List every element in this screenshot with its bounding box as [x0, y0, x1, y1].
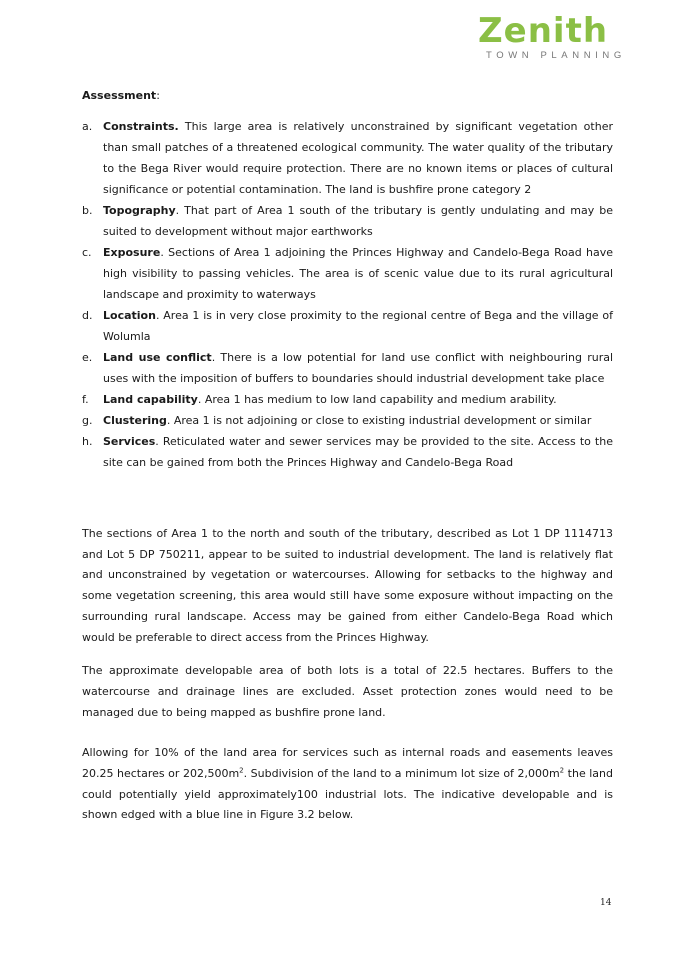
- lot-yield-text-2: . Subdivision of the land to a minimum lot size of 2,000m: [243, 767, 560, 781]
- zenith-logo: [470, 11, 630, 61]
- list-item-title: Topography: [103, 204, 176, 217]
- list-marker: f.: [82, 393, 89, 406]
- list-item: [82, 410, 613, 431]
- list-item-text: . Sections of Area 1 adjoining the Princes Highway and Candelo-Bega Road have high visibility to passing vehicles. The area is of scenic value due to its rural agricultural landscape and proximity to waterways: [103, 246, 613, 301]
- list-item: [82, 431, 613, 473]
- list-item-text: . Area 1 is not adjoining or close to existing industrial development or similar: [166, 414, 592, 427]
- list-marker: d.: [82, 309, 93, 322]
- paragraph-developable-area: The approximate developable area of both lots is a total of 22.5 hectares. Buffers to the watercourse and drainage lines are excluded. Asset protection zones would need to be managed due to being mapped as bushfire prone land.: [82, 664, 613, 719]
- list-item: [82, 116, 613, 200]
- list-item-title: Clustering: [103, 414, 167, 427]
- list-marker: b.: [82, 204, 93, 217]
- list-item-title: Constraints.: [103, 120, 179, 133]
- list-item-text: This large area is relatively unconstrained by significant vegetation other than small patches of a threatened ecological community. The water quality of the tributary to the Bega River would require protection. There are no known items or places of cultural significance or potential contamination. The land is bushfire prone category 2: [103, 120, 613, 196]
- superscript-squared: 2: [239, 766, 244, 775]
- list-item-title: Services: [103, 435, 156, 448]
- heading-label: Assessment: [82, 89, 157, 102]
- list-marker: g.: [82, 414, 93, 427]
- paragraph-lot-yield: [82, 743, 613, 826]
- list-item-title: Exposure: [103, 246, 161, 259]
- list-marker: a.: [82, 120, 93, 133]
- superscript-squared: 2: [559, 766, 565, 775]
- lot-yield-text-1: Allowing for 10% of the land area for services such as internal roads and easements leaves 20.25 hectares or 202,500m: [82, 746, 613, 781]
- list-marker: c.: [82, 246, 92, 259]
- list-item: [82, 347, 613, 389]
- list-marker: h.: [82, 435, 93, 448]
- list-item: [82, 242, 613, 305]
- list-item-title: Land use conflict: [103, 351, 212, 364]
- page-number: 14: [600, 898, 612, 908]
- heading-suffix: :: [156, 89, 160, 102]
- list-item-text: . There is a low potential for land use conflict with neighbouring rural uses with the imposition of buffers to boundaries should industrial development take place: [103, 351, 614, 385]
- assessment-list: [82, 116, 613, 473]
- list-item: [82, 305, 613, 347]
- paragraph-suitability: The sections of Area 1 to the north and south of the tributary, described as Lot 1 DP 1114713 and Lot 5 DP 750211, appear to be suited to industrial development. The land is relatively flat and unconstrained by vegetation or watercourses. Allowing for setbacks to the highway and some vegetation screening, this area would still have some exposure without impacting on the surrounding rural landscape. Access may be gained from either Candelo-Bega Road which would be preferable to direct access from the Princes Highway.: [82, 527, 613, 644]
- list-item-text: . Reticulated water and sewer services may be provided to the site. Access to the site can be gained from both the Princes Highway and Candelo-Bega Road: [103, 435, 613, 469]
- list-marker: e.: [82, 351, 93, 364]
- assessment-heading: [82, 88, 613, 104]
- logo-subtitle: TOWN PLANNING: [486, 50, 626, 61]
- list-item-text: . Area 1 is in very close proximity to the regional centre of Bega and the village of Wolumla: [103, 309, 613, 343]
- list-item-title: Location: [103, 309, 156, 322]
- list-item-title: Land capability: [103, 393, 198, 406]
- lot-yield-text-3: the land could potentially yield approximately100 industrial lots. The indicative developable and is shown edged with a blue line in Figure 3.2 below.: [82, 767, 613, 822]
- list-item-text: . That part of Area 1 south of the tributary is gently undulating and may be suited to development without major earthworks: [103, 204, 613, 238]
- logo-wordmark: Zenith: [478, 11, 609, 51]
- main-content: [82, 88, 613, 826]
- list-item: [82, 389, 613, 410]
- list-item-text: . Area 1 has medium to low land capability and medium arability.: [197, 393, 557, 406]
- list-item: [82, 200, 613, 242]
